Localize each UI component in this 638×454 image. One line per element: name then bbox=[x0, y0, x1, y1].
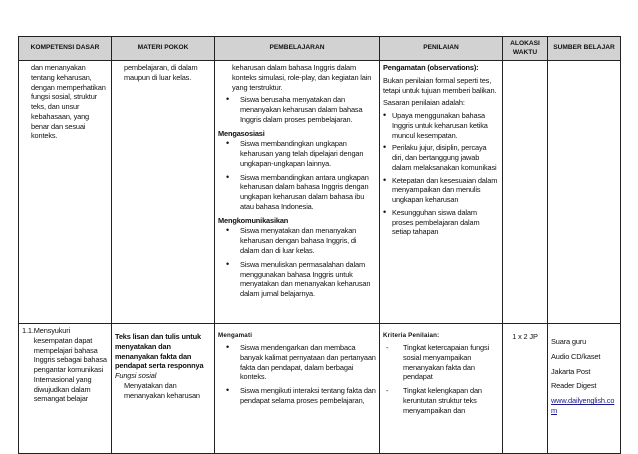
list-item: - Tingkat kelengkapan dan keruntutan struktur teks menyampaikan dan bbox=[383, 386, 499, 415]
list-item: • Ketepatan dan kesesuaian dalam menyampaikan dan menulis ungkapan keharusan bbox=[383, 176, 499, 205]
list-item: • Kesungguhan siswa dalam proses pembelajaran dalam setiap tahapan bbox=[383, 208, 499, 237]
row1-sumber-cell bbox=[548, 61, 621, 324]
list-item: • Siswa membandingkan ungkapan keharusan yang telah dipelajari dengan ungkapan-ungkapan lainnya. bbox=[218, 139, 376, 168]
header-materi-pokok: MATERI POKOK bbox=[112, 37, 215, 61]
row1-kompetensi-cell bbox=[19, 61, 112, 324]
sumber-item: Reader Digest bbox=[551, 381, 597, 391]
row2-penilaian-cell bbox=[380, 324, 503, 454]
list-item: • Siswa mendengarkan dan membaca banyak kalimat pernyataan dan pertanyaan fakta dan pendapat, dalam berbagai konteks. bbox=[218, 343, 376, 382]
row1-kd-text: dan menanyakan tentang keharusan, dengan memperhatikan fungsi sosial, struktur teks, dan unsur kebahasaan, yang benar dan sesuai konteks. bbox=[31, 63, 106, 141]
penilaian-paragraph: Sasaran penilaian adalah: bbox=[383, 98, 465, 108]
sumber-item: Audio CD/kaset bbox=[551, 351, 601, 361]
penilaian-heading: Pengamatan (observations): bbox=[383, 63, 479, 72]
alokasi-value: 1 x 2 JP bbox=[512, 332, 538, 341]
row2-pembelajaran-cell bbox=[215, 324, 380, 454]
row2-materi-cell bbox=[112, 324, 215, 454]
header-kompetensi-dasar: KOMPETENSI DASAR bbox=[19, 37, 112, 61]
row1-pembelajaran-cell bbox=[215, 61, 380, 324]
row2-kd-text: Mensyukuri kesempatan dapat mempelajari bahasa Inggris sebagai bahasa pengantar komunikasi Internasional yang diwujudkan dalam semangat belajar bbox=[33, 326, 107, 404]
list-item: • Siswa menyatakan dan menanyakan keharusan dengan bahasa Inggris, di dalam dan di luar kelas. bbox=[218, 226, 376, 255]
row2-alokasi-cell bbox=[503, 324, 548, 454]
row1-pemb-intro: keharusan dalam bahasa Inggris dalam konteks simulasi, role-play, dan kegiatan lain yang terstruktur. bbox=[232, 63, 372, 92]
heading-mengkomunikasikan: Mengkomunikasikan bbox=[218, 215, 289, 225]
list-item: • Upaya menggunakan bahasa Inggris untuk keharusan ketika muncul kesempatan. bbox=[383, 111, 499, 140]
header-sumber-belajar: SUMBER BELAJAR bbox=[548, 37, 621, 61]
row1-penilaian-cell bbox=[380, 61, 503, 324]
list-item: • Siswa membandingkan antara ungkapan keharusan dalam bahasa Inggris dengan ungkapan keharusan dalam bahasa ibu atau bahasa Indonesia. bbox=[218, 173, 376, 212]
row2-kompetensi-cell bbox=[19, 324, 112, 454]
header-alokasi-waktu: ALOKASI WAKTU bbox=[503, 37, 548, 61]
kriteria-heading: Kriteria Penilaian: bbox=[383, 332, 440, 339]
sumber-link[interactable]: www.dailyenglish.com bbox=[551, 396, 615, 415]
row1-materi-cell bbox=[112, 61, 215, 324]
row2-sumber-cell bbox=[548, 324, 621, 454]
header-pembelajaran: PEMBELAJARAN bbox=[215, 37, 380, 61]
table-row bbox=[19, 324, 621, 454]
row1-alokasi-cell bbox=[503, 61, 548, 324]
list-item: • Siswa berusaha menyatakan dan menanyakan keharusan dalam bahasa Inggris dalam proses pembelajaran. bbox=[218, 95, 376, 124]
row2-materi-text: Menyatakan dan menanyakan keharusan bbox=[124, 380, 200, 400]
row2-materi-title: Teks lisan dan tulis untuk menyatakan dan menanyakan fakta dan pendapat serta responnya bbox=[115, 332, 204, 371]
sumber-item: Suara guru bbox=[551, 337, 587, 346]
heading-mengamati: Mengamati bbox=[218, 332, 253, 339]
syllabus-table bbox=[18, 36, 621, 454]
heading-mengasosiasi: Mengasosiasi bbox=[218, 128, 265, 138]
penilaian-paragraph: Bukan penilaian formal seperti tes, tetapi untuk tujuan memberi balikan. bbox=[383, 75, 497, 95]
list-item: - Tingkat ketercapaian fungsi sosial menyampaikan menanyakan fakta dan pendapat bbox=[383, 343, 499, 382]
kd-number: 1.1. bbox=[22, 326, 34, 335]
row2-materi-subheading: Fungsi sosial bbox=[115, 371, 157, 381]
list-item: • Perilaku jujur, disiplin, percaya diri, dan bertanggung jawab dalam melaksanakan komunikasi bbox=[383, 143, 499, 172]
row1-materi-text: pembelajaran, di dalam maupun di luar kelas. bbox=[124, 63, 198, 82]
header-penilaian: PENILAIAN bbox=[380, 37, 503, 61]
list-item: • Siswa menuliskan permasalahan dalam menggunakan bahasa Inggris untuk menyatakan dan menanyakan keharusan dalam jurnal belajarnya. bbox=[218, 260, 376, 299]
list-item: • Siswa mengikuti interaksi tentang fakta dan pendapat selama proses pembelajaran, bbox=[218, 386, 376, 406]
table-row bbox=[19, 61, 621, 324]
table-header-row bbox=[19, 37, 621, 61]
sumber-item: Jakarta Post bbox=[551, 366, 591, 376]
